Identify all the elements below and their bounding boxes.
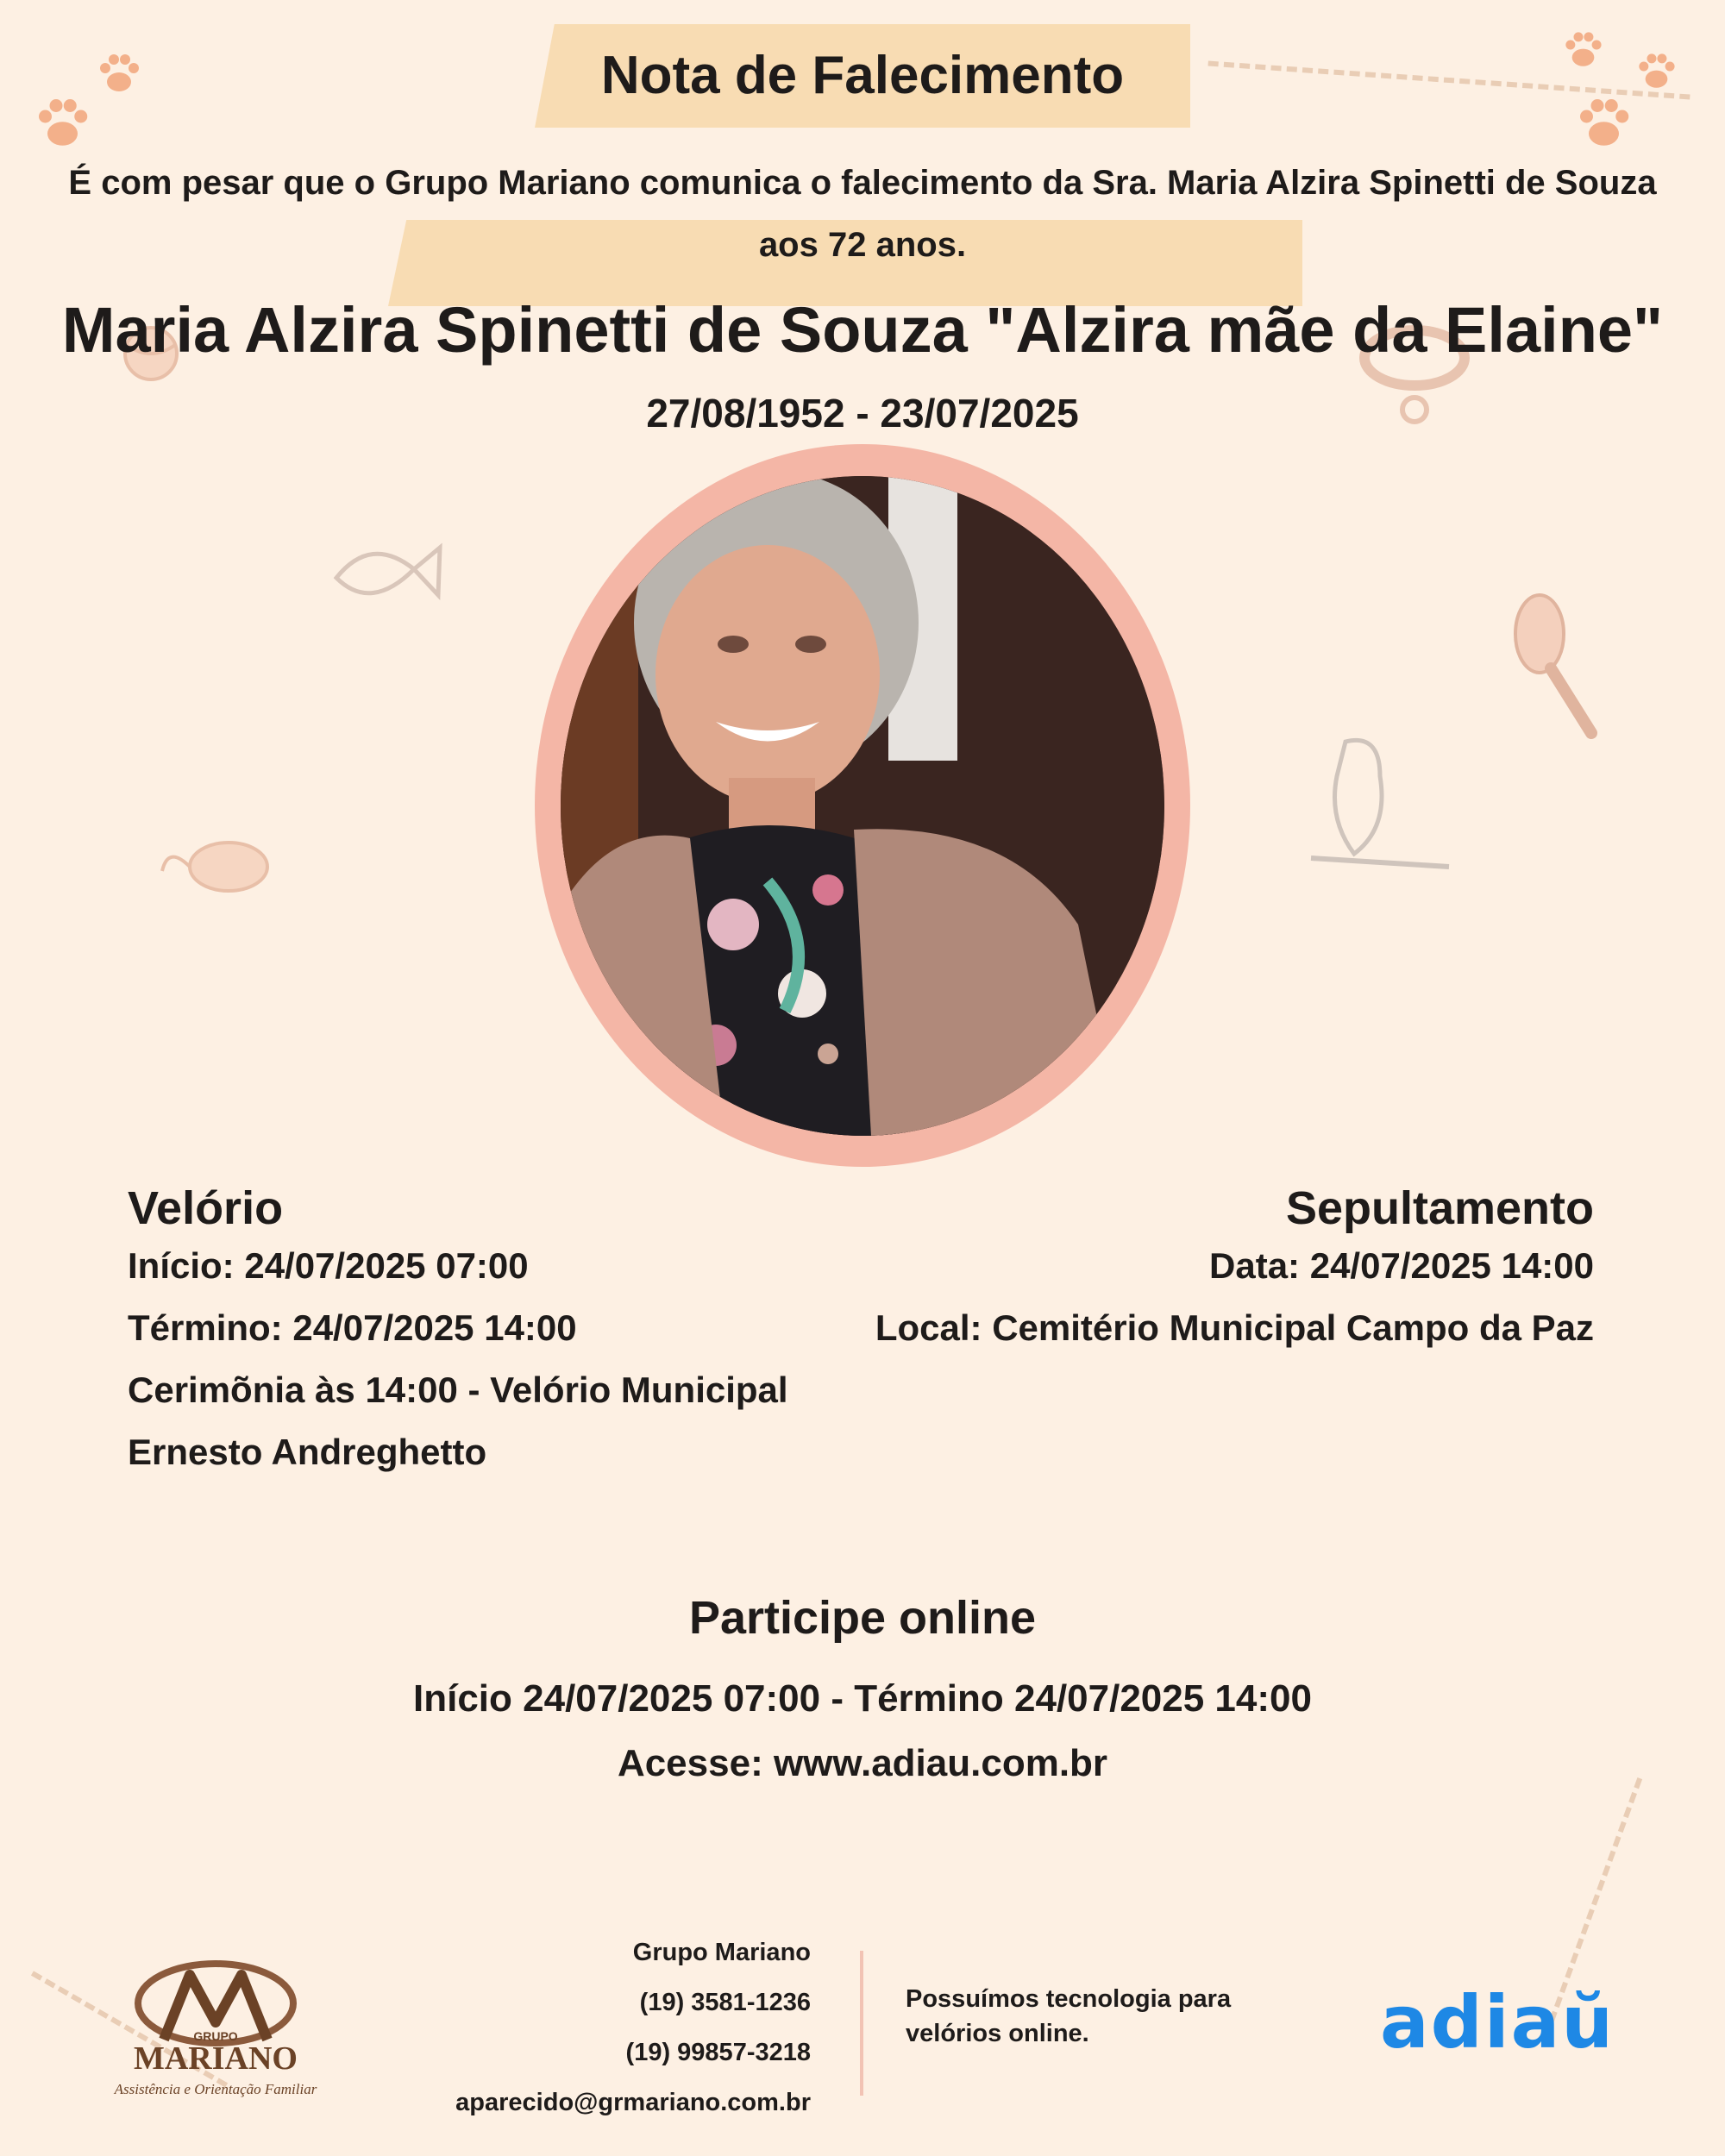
brush-icon — [1501, 586, 1604, 742]
online-title: Participe online — [688, 1592, 1037, 1644]
velorio-cerimonia: Cerimõnia às 14:00 - Velório Municipal — [128, 1369, 788, 1410]
intro-text: É com pesar que o Grupo Mariano comunica o falecimento da Sra. Maria Alzira Spinetti de Souza aos 72 anos. — [68, 164, 1657, 264]
sepultamento-local: Local: Cemitério Municipal Campo da Paz — [875, 1307, 1594, 1348]
mariano-logo-small: GRUPO — [193, 2029, 238, 2043]
sepultamento-data: Data: 24/07/2025 14:00 — [1209, 1245, 1594, 1286]
email-link[interactable]: aparecido@grmariano.com.br — [455, 2089, 811, 2116]
company-name: Grupo Mariano — [632, 1939, 811, 1966]
sepultamento-section — [862, 1181, 1594, 1359]
phone-1[interactable]: (19) 3581-1236 — [639, 1989, 811, 2016]
deceased-name: Maria Alzira Spinetti de Souza "Alzira mãe da Elaine" — [61, 294, 1664, 366]
portrait-photo — [561, 476, 1164, 1136]
phone-2[interactable]: (19) 99857-3218 — [625, 2039, 811, 2066]
mouse-icon — [155, 819, 285, 906]
page-title: Nota de Falecimento — [600, 46, 1125, 105]
mariano-logo — [95, 1953, 336, 2109]
online-link[interactable]: Acesse: www.adiau.com.br — [617, 1742, 1108, 1784]
deceased-dates: 27/08/1952 - 23/07/2025 — [646, 391, 1079, 436]
contact-block — [448, 1927, 811, 2128]
adiau-logo[interactable] — [1380, 1975, 1639, 2070]
footer-divider — [860, 1951, 863, 2096]
velorio-title: Velório — [128, 1182, 284, 1234]
velorio-inicio: Início: 24/07/2025 07:00 — [128, 1245, 529, 1286]
mariano-logo-main: MARIANO — [134, 2040, 298, 2077]
sepultamento-title: Sepultamento — [1285, 1182, 1594, 1234]
bird-icon — [1294, 716, 1466, 897]
velorio-local: Ernesto Andreghetto — [128, 1432, 487, 1472]
adiau-logo-text: adiaŭ — [1380, 1980, 1615, 2065]
mariano-logo-tagline: Assistência e Orientação Familiar — [114, 2081, 317, 2097]
velorio-termino: Término: 24/07/2025 14:00 — [128, 1307, 577, 1348]
fish-icon — [319, 517, 448, 630]
online-period: Início 24/07/2025 07:00 - Término 24/07/2025 14:00 — [413, 1677, 1312, 1720]
velorio-section — [128, 1181, 835, 1483]
tech-note: Possuímos tecnologia para velórios online. — [906, 1985, 1232, 2047]
